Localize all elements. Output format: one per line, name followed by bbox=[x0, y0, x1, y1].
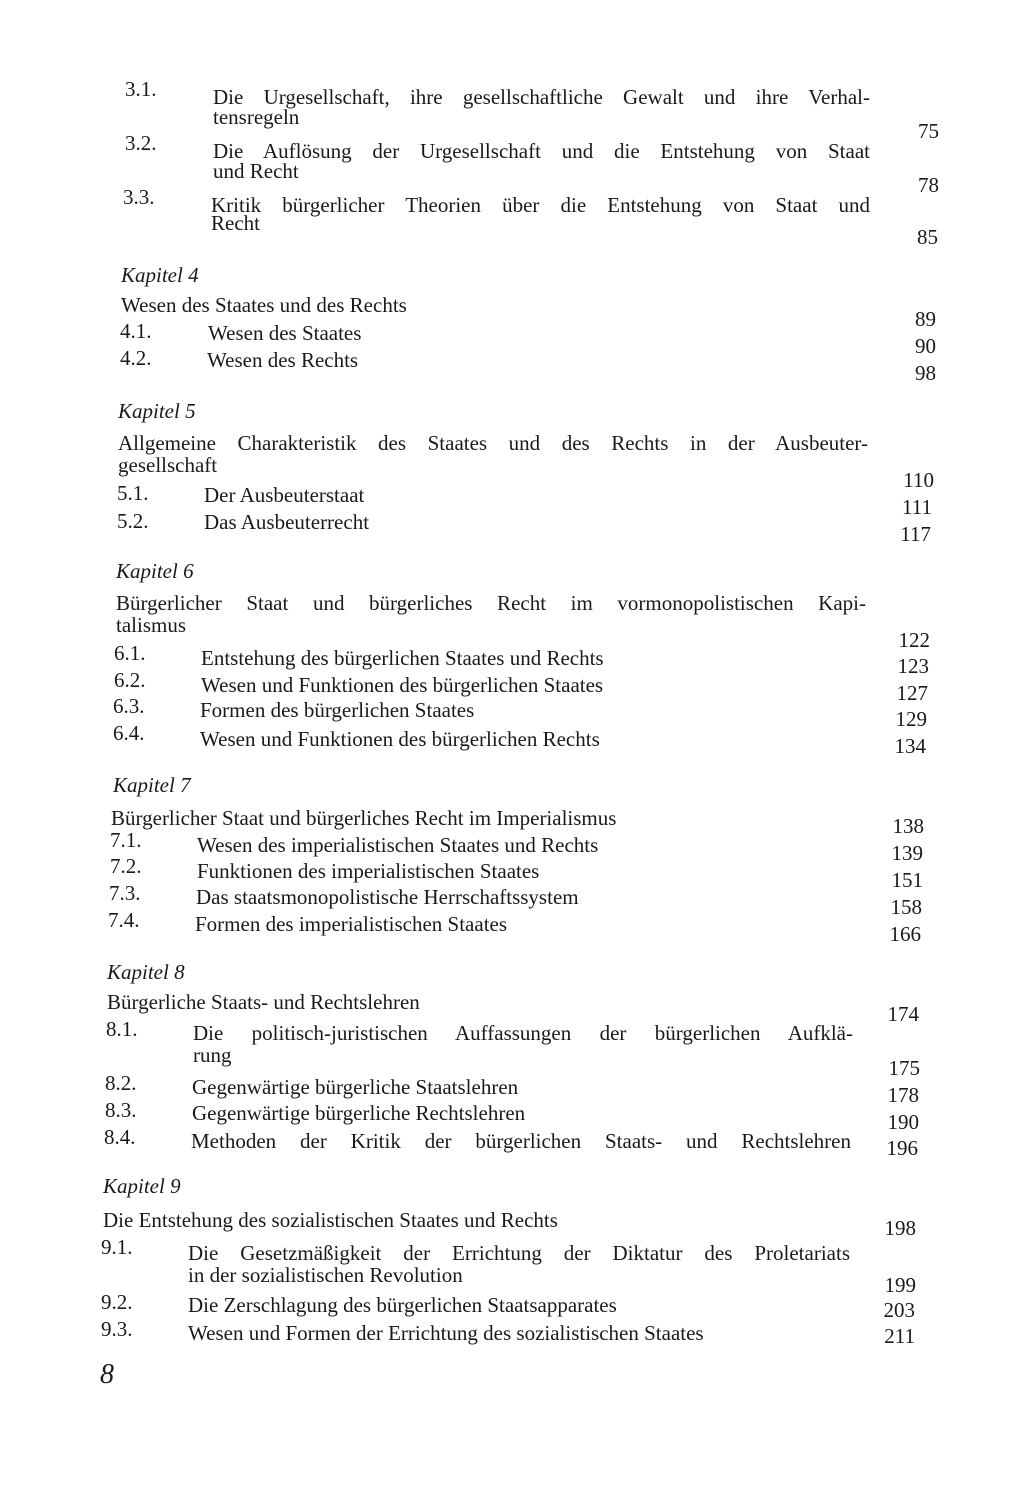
entry-title-line: Die politisch-juristischen Auffassungen der bürgerlichen Aufklä- bbox=[193, 1021, 853, 1045]
entry-number: 8.3. bbox=[105, 1098, 137, 1122]
chapter-label: Kapitel 8 bbox=[107, 960, 185, 984]
page-number: 190 bbox=[887, 1110, 919, 1134]
entry-title-line: Das staatsmonopolistische Herrschaftssystem bbox=[196, 885, 579, 909]
entry-number: 9.1. bbox=[101, 1235, 133, 1259]
entry-title-line: Die Auflösung der Urgesellschaft und die Entstehung von Staat bbox=[213, 139, 870, 163]
entry-title-line: Der Ausbeuterstaat bbox=[204, 483, 365, 507]
entry-number: 5.2. bbox=[117, 509, 149, 533]
page-number: 110 bbox=[903, 468, 934, 492]
page-number: 117 bbox=[900, 522, 931, 546]
entry-title-line: Funktionen des imperialistischen Staates bbox=[197, 859, 540, 883]
entry-title-line: und Recht bbox=[213, 159, 299, 183]
page-number: 111 bbox=[902, 495, 932, 519]
page-number: 203 bbox=[883, 1298, 915, 1322]
entry-title-line: Die Zerschlagung des bürgerlichen Staatsapparates bbox=[188, 1293, 617, 1317]
chapter-label: Kapitel 9 bbox=[103, 1174, 181, 1198]
page-number: 178 bbox=[887, 1083, 919, 1107]
chapter-title: Die Entstehung des sozialistischen Staates und Rechts bbox=[103, 1208, 558, 1232]
entry-number: 6.4. bbox=[113, 721, 145, 745]
entry-title-line: Methoden der Kritik der bürgerlichen Staats- und Rechtslehren bbox=[191, 1129, 851, 1153]
entry-number: 5.1. bbox=[117, 481, 149, 505]
entry-title-line: Wesen des imperialistischen Staates und Rechts bbox=[197, 833, 599, 857]
page-number: 196 bbox=[886, 1136, 918, 1160]
entry-number: 4.2. bbox=[120, 346, 152, 370]
entry-number: 7.2. bbox=[110, 854, 142, 878]
entry-number: 9.2. bbox=[101, 1290, 133, 1314]
page-number: 90 bbox=[915, 334, 936, 358]
entry-number: 8.2. bbox=[105, 1071, 137, 1095]
page-number: 85 bbox=[917, 225, 938, 249]
entry-number: 3.1. bbox=[125, 77, 157, 101]
page-number: 139 bbox=[891, 841, 923, 865]
page-number: 198 bbox=[884, 1216, 916, 1240]
page-number: 123 bbox=[897, 654, 929, 678]
entry-title-line: Wesen und Funktionen des bürgerlichen Rechts bbox=[200, 727, 600, 751]
entry-title-line: Wesen des Rechts bbox=[207, 348, 359, 372]
chapter-label: Kapitel 6 bbox=[116, 559, 194, 583]
entry-title-line: Formen des bürgerlichen Staates bbox=[200, 698, 475, 722]
entry-title-line: Kritik bürgerlicher Theorien über die Entstehung von Staat und bbox=[211, 193, 870, 217]
chapter-title-line: Bürgerlicher Staat und bürgerliches Recht im vormonopolistischen Kapi- bbox=[116, 591, 866, 615]
entry-number: 3.2. bbox=[125, 131, 157, 155]
entry-number: 3.3. bbox=[123, 185, 155, 209]
entry-title-line: Formen des imperialistischen Staates bbox=[195, 912, 508, 936]
page-number: 211 bbox=[884, 1324, 915, 1348]
entry-number: 7.4. bbox=[108, 908, 140, 932]
entry-title-line: Das Ausbeuterrecht bbox=[204, 510, 370, 534]
page-number: 166 bbox=[889, 922, 921, 946]
entry-title-line: in der sozialistischen Revolution bbox=[188, 1263, 463, 1287]
chapter-title-line: gesellschaft bbox=[118, 453, 218, 477]
chapter-label: Kapitel 5 bbox=[118, 399, 196, 423]
page-number: 151 bbox=[891, 868, 923, 892]
entry-title-line: Gegenwärtige bürgerliche Rechtslehren bbox=[192, 1101, 526, 1125]
entry-title-line: rung bbox=[193, 1043, 232, 1067]
entry-number: 4.1. bbox=[120, 319, 152, 343]
entry-title-line: Wesen und Formen der Errichtung des sozialistischen Staates bbox=[188, 1321, 704, 1345]
page-number: 98 bbox=[915, 361, 936, 385]
entry-number: 7.1. bbox=[110, 828, 142, 852]
entry-number: 7.3. bbox=[109, 881, 141, 905]
page-number: 89 bbox=[915, 307, 936, 331]
page-number: 75 bbox=[918, 119, 939, 143]
page-folio: 8 bbox=[100, 1359, 114, 1390]
chapter-title-line: Allgemeine Charakteristik des Staates und des Rechts in der Ausbeuter- bbox=[118, 431, 868, 455]
chapter-label: Kapitel 4 bbox=[121, 263, 199, 287]
entry-number: 9.3. bbox=[101, 1317, 133, 1341]
entry-title-line: Die Urgesellschaft, ihre gesellschaftliche Gewalt und ihre Verhal- bbox=[213, 85, 870, 109]
entry-title-line: Entstehung des bürgerlichen Staates und Rechts bbox=[201, 646, 604, 670]
entry-number: 6.2. bbox=[114, 668, 146, 692]
entry-title-line: Recht bbox=[211, 211, 260, 235]
page-number: 158 bbox=[890, 895, 922, 919]
page-number: 175 bbox=[888, 1056, 920, 1080]
entry-number: 8.1. bbox=[106, 1017, 138, 1041]
chapter-title: Bürgerlicher Staat und bürgerliches Recht im Imperialismus bbox=[111, 806, 617, 830]
entry-title-line: Wesen und Funktionen des bürgerlichen Staates bbox=[201, 673, 604, 697]
entry-title-line: tensregeln bbox=[213, 105, 300, 129]
entry-number: 8.4. bbox=[104, 1125, 136, 1149]
entry-title-line: Die Gesetzmäßigkeit der Errichtung der Diktatur des Proletariats bbox=[188, 1241, 850, 1265]
page-number: 134 bbox=[894, 734, 926, 758]
page-number: 127 bbox=[896, 681, 928, 705]
page-number: 138 bbox=[892, 814, 924, 838]
entry-title-line: Wesen des Staates bbox=[208, 321, 362, 345]
page-number: 199 bbox=[884, 1273, 916, 1297]
page-number: 129 bbox=[895, 707, 927, 731]
page-number: 78 bbox=[918, 173, 939, 197]
chapter-title: Wesen des Staates und des Rechts bbox=[121, 293, 407, 317]
entry-title-line: Gegenwärtige bürgerliche Staatslehren bbox=[192, 1075, 519, 1099]
entry-number: 6.1. bbox=[114, 641, 146, 665]
chapter-title: Bürgerliche Staats- und Rechtslehren bbox=[107, 990, 420, 1014]
chapter-title-line: talismus bbox=[116, 613, 187, 637]
chapter-label: Kapitel 7 bbox=[113, 773, 191, 797]
page-number: 174 bbox=[887, 1002, 919, 1026]
page-number: 122 bbox=[898, 628, 930, 652]
entry-number: 6.3. bbox=[113, 694, 145, 718]
